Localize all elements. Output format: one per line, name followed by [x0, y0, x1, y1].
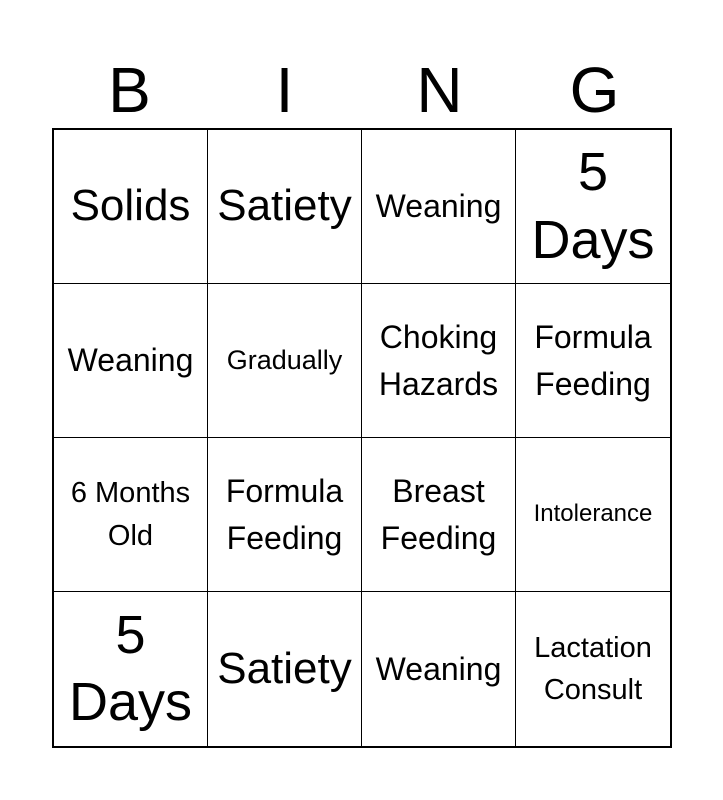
- bingo-cell-r2c3[interactable]: [362, 284, 516, 438]
- bingo-board: [52, 128, 672, 748]
- bingo-cell-r2c4[interactable]: [516, 284, 670, 438]
- bingo-cell-r3c3[interactable]: [362, 438, 516, 592]
- cell-label: Lactation Consult: [534, 631, 652, 706]
- cell-label: Choking Hazards: [378, 319, 499, 402]
- bingo-cell-r3c2[interactable]: [208, 438, 362, 592]
- cell-label: Breast Feeding: [380, 473, 497, 556]
- cell-label: 5 Days: [68, 604, 193, 732]
- cell-label: Intolerance: [533, 500, 653, 528]
- cell-label: Satiety: [217, 181, 352, 231]
- cell-label: Gradually: [226, 345, 343, 376]
- header-letter-b: B: [108, 54, 151, 126]
- cell-label: Weaning: [67, 342, 194, 379]
- bingo-cell-r1c4[interactable]: [516, 130, 670, 284]
- cell-label: Weaning: [375, 650, 502, 687]
- header-letter-n: N: [416, 54, 463, 126]
- bingo-cell-r3c1[interactable]: [54, 438, 208, 592]
- cell-label: Satiety: [217, 643, 352, 693]
- bingo-cell-r4c1[interactable]: [54, 592, 208, 746]
- bingo-cell-r1c2[interactable]: [208, 130, 362, 284]
- bingo-cell-r2c1[interactable]: [54, 284, 208, 438]
- header-letter-g: G: [569, 54, 620, 126]
- cell-label: Formula Feeding: [225, 473, 344, 556]
- header-letter-i: I: [275, 54, 294, 126]
- bingo-cell-r4c4[interactable]: [516, 592, 670, 746]
- cell-label: Weaning: [375, 188, 502, 225]
- bingo-cell-r1c1[interactable]: [54, 130, 208, 284]
- bingo-cell-r4c2[interactable]: [208, 592, 362, 746]
- bingo-cell-r2c2[interactable]: [208, 284, 362, 438]
- bingo-header: [52, 50, 672, 130]
- bingo-cell-r4c3[interactable]: [362, 592, 516, 746]
- cell-label: 6 Months Old: [70, 477, 191, 552]
- bingo-cell-r3c4[interactable]: [516, 438, 670, 592]
- cell-label: 5 Days: [531, 142, 655, 270]
- cell-label: Solids: [70, 181, 191, 231]
- bingo-cell-r1c3[interactable]: [362, 130, 516, 284]
- cell-label: Formula Feeding: [534, 319, 652, 402]
